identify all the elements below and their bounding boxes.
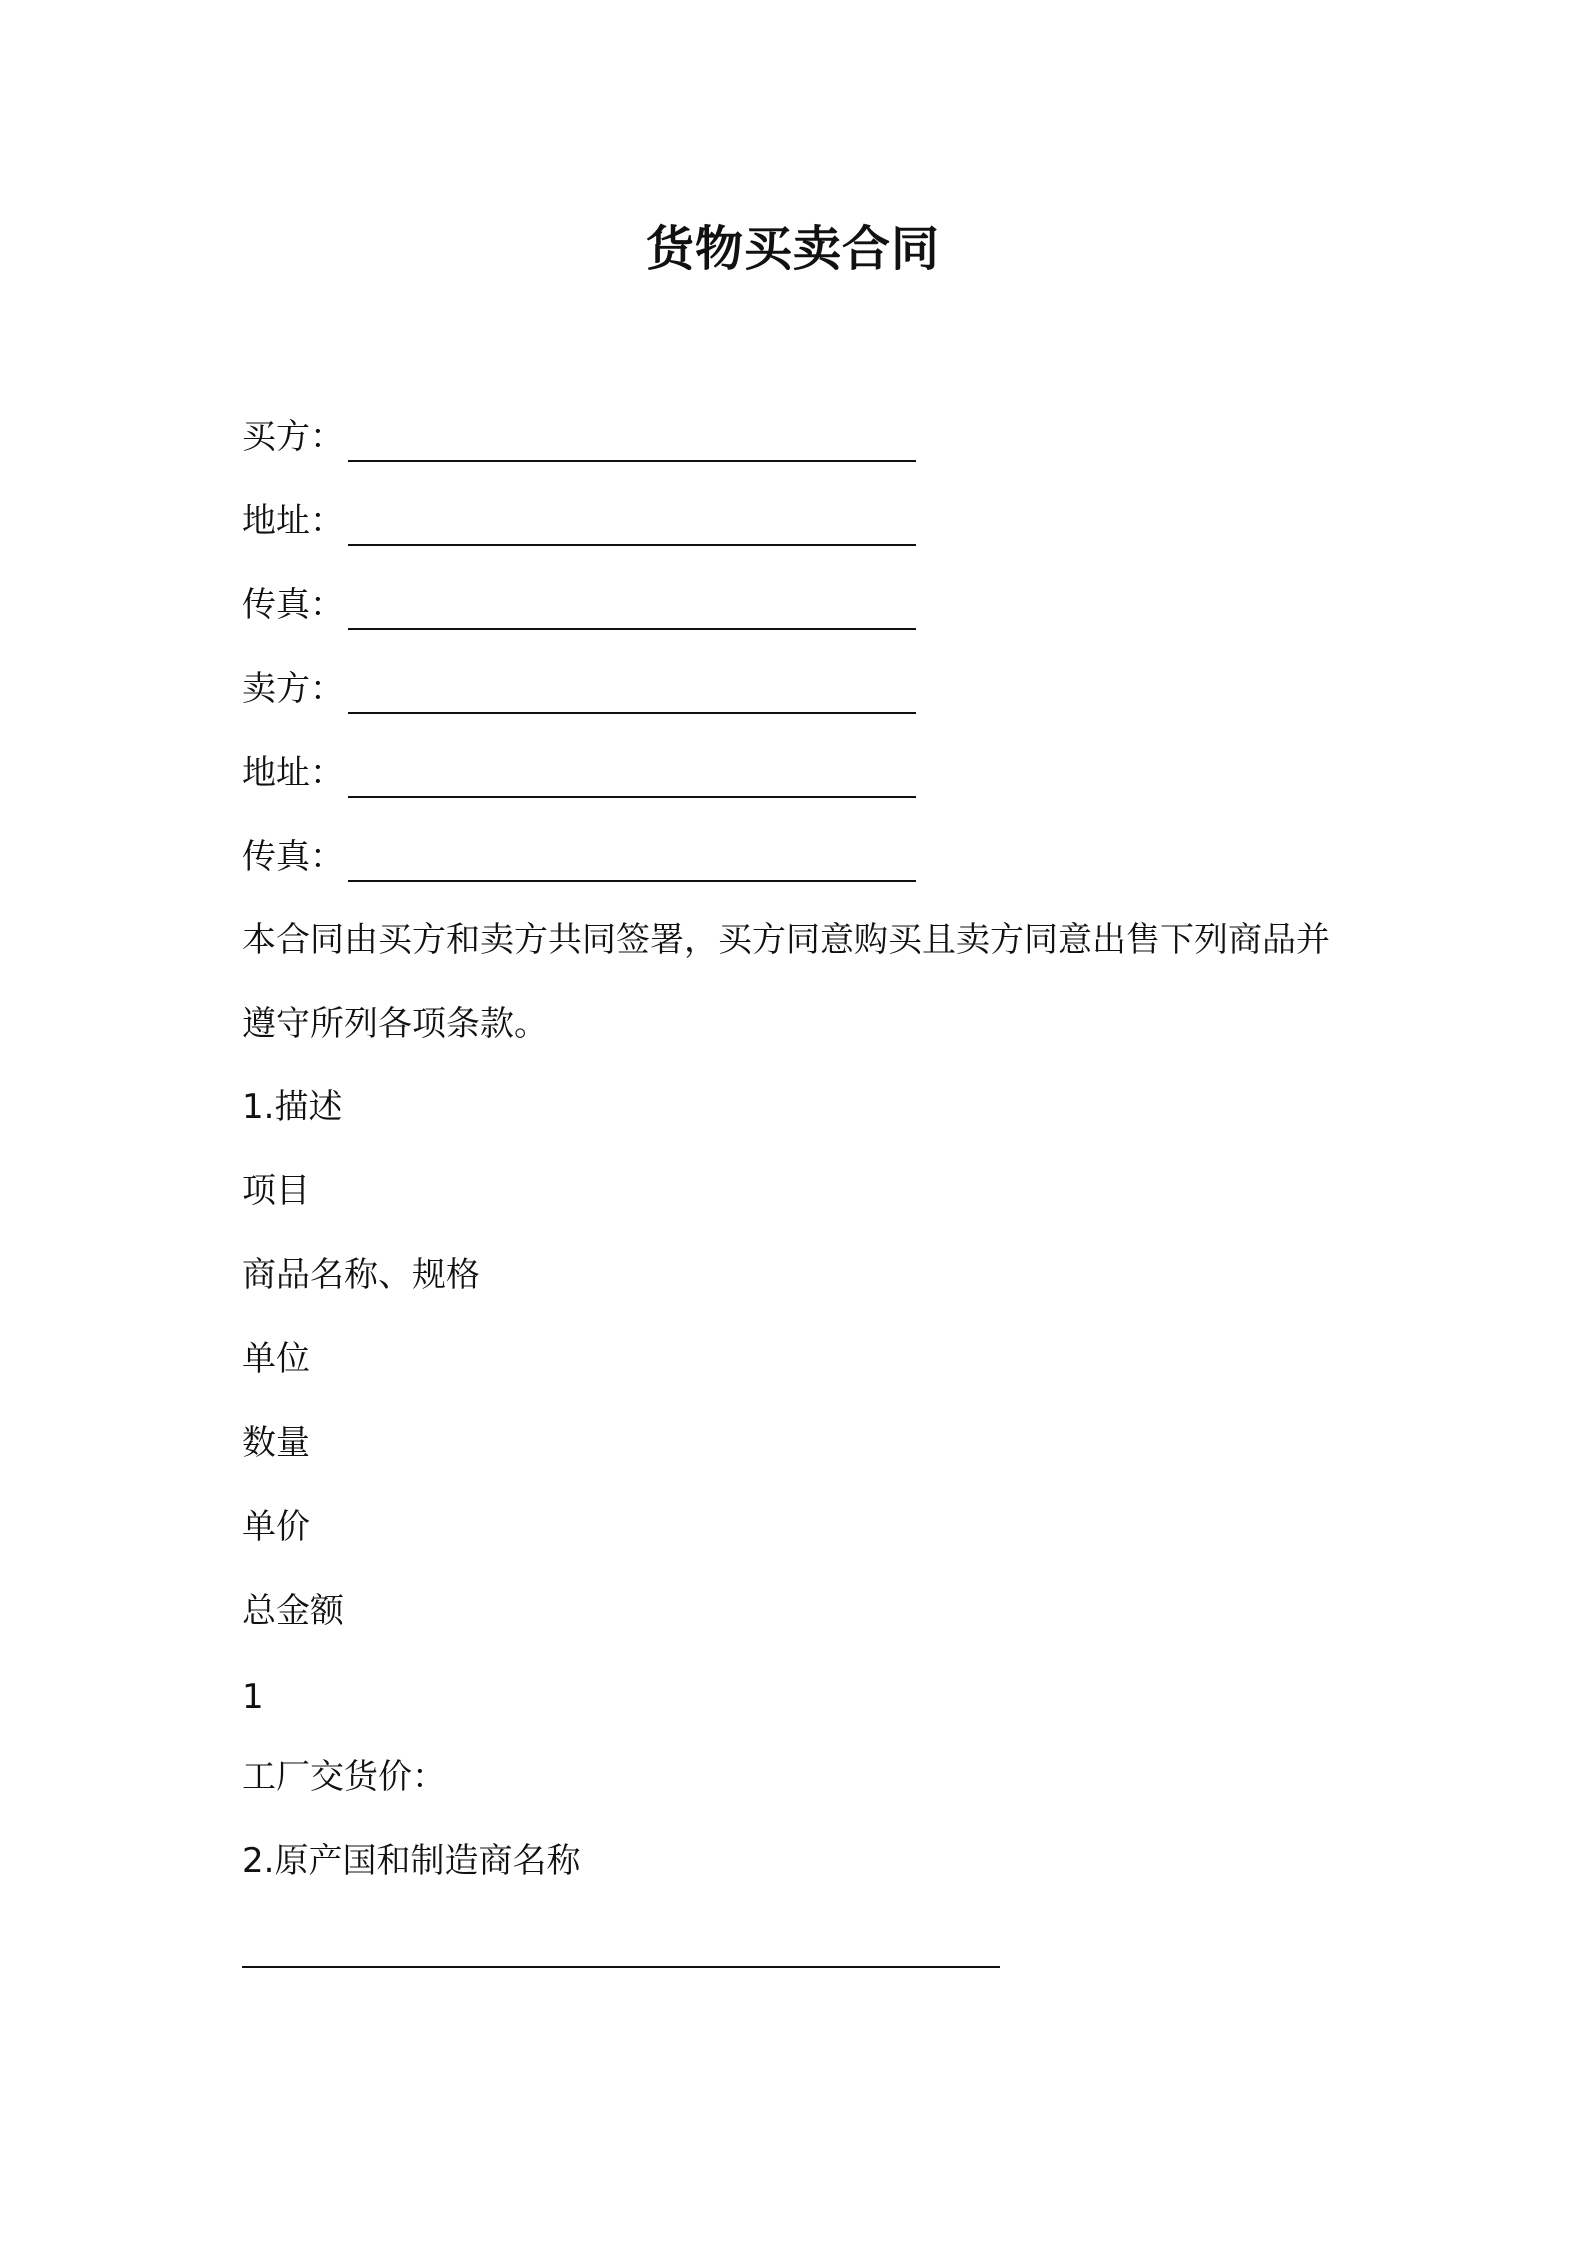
product-name-spec-label: 商品名称、规格 — [242, 1255, 480, 1295]
seller-field — [242, 664, 916, 714]
item-label: 项目 — [242, 1171, 310, 1211]
buyer-fax-blank[interactable] — [348, 592, 916, 630]
ex-works-price-label: 工厂交货价： — [242, 1757, 446, 1797]
buyer-field — [242, 412, 916, 462]
seller-address-blank[interactable] — [348, 760, 916, 798]
buyer-address-field — [242, 496, 916, 546]
unit-price-label: 单价 — [242, 1507, 310, 1547]
seller-fax-blank[interactable] — [348, 844, 916, 882]
intro-paragraph: 本合同由买方和卖方共同签署，买方同意购买且卖方同意出售下列商品并遵守所列各项条款。 — [242, 920, 1330, 1044]
buyer-fax-field — [242, 580, 916, 630]
total-amount-label: 总金额 — [242, 1591, 344, 1631]
section-description-heading: 1.描述 — [242, 1087, 343, 1127]
buyer-fax-label: 传真： — [242, 585, 344, 625]
buyer-address-label: 地址： — [242, 501, 344, 541]
seller-address-label: 地址： — [242, 753, 344, 793]
seller-fax-field — [242, 832, 916, 882]
quantity-label: 数量 — [242, 1423, 310, 1463]
origin-blank[interactable] — [242, 1966, 1000, 1968]
item-number: 1 — [242, 1677, 264, 1717]
seller-fax-label: 传真： — [242, 837, 344, 877]
buyer-label: 买方： — [242, 417, 344, 457]
buyer-blank[interactable] — [348, 424, 916, 462]
buyer-address-blank[interactable] — [348, 508, 916, 546]
seller-label: 卖方： — [242, 669, 344, 709]
seller-address-field — [242, 748, 916, 798]
document-title: 货物买卖合同 — [645, 221, 940, 277]
seller-blank[interactable] — [348, 676, 916, 714]
section-origin-heading: 2.原产国和制造商名称 — [242, 1841, 581, 1881]
unit-label: 单位 — [242, 1339, 310, 1379]
